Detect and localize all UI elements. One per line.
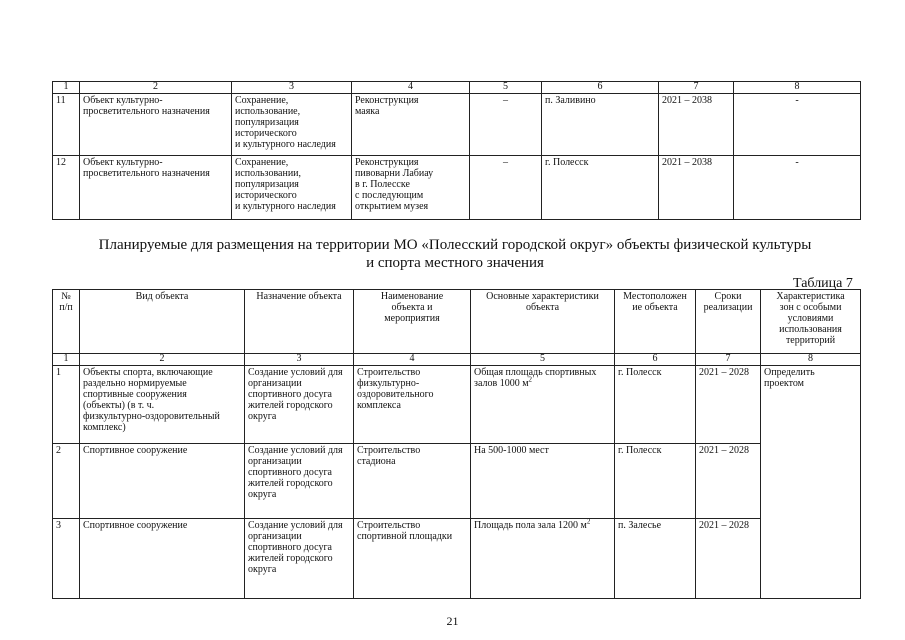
header-line: реализации: [703, 302, 753, 313]
text-line: исторического: [235, 190, 297, 201]
kind-cell: [80, 366, 245, 444]
text-line: физкультурно-оздоровительный: [83, 411, 220, 422]
zones-cell: -: [734, 94, 861, 156]
text-line: в г. Полесске: [355, 179, 410, 190]
kind-cell: [80, 444, 245, 519]
text-line: На 500-1000 мест: [474, 445, 549, 456]
text-line: жителей городского: [248, 478, 333, 489]
text-line: организации: [248, 531, 302, 542]
text-line: [474, 520, 611, 531]
table-cultural-objects: [52, 81, 861, 220]
name-cell: [354, 366, 471, 444]
section-heading: [60, 236, 850, 272]
text-line: округа: [248, 564, 277, 575]
location-cell: п. Заливино: [542, 94, 659, 156]
header-line: мероприятия: [384, 313, 440, 324]
column-number-row: [53, 354, 861, 366]
text-fragment: Площадь пола зала 1200 м: [474, 520, 587, 531]
table-row: [53, 94, 861, 156]
heading-line: и спорта местного значения: [366, 255, 544, 271]
text-line: физкультурно-: [357, 378, 420, 389]
text-line: Сохранение,: [235, 95, 289, 106]
text-line: оздоровительного: [357, 389, 434, 400]
colnum-cell: 1: [53, 354, 80, 366]
characteristics-cell: –: [470, 94, 542, 156]
row-number: 1: [53, 366, 80, 444]
text-line: Определить: [764, 367, 815, 378]
superscript: 2: [528, 375, 533, 384]
location-cell: г. Полесск: [542, 156, 659, 220]
table-row: [53, 444, 861, 519]
text-line: и культурного наследия: [235, 201, 336, 212]
row-number: 12: [53, 156, 80, 220]
header-line: Вид объекта: [135, 291, 189, 302]
text-line: маяка: [355, 106, 380, 117]
text-line: [474, 375, 611, 389]
table-row: [53, 519, 861, 599]
colnum-cell: 4: [354, 354, 471, 366]
text-line: просветительного назначения: [83, 168, 210, 179]
header-line: объекта и: [391, 302, 433, 313]
header-row: [53, 290, 861, 354]
text-line: Спортивное сооружение: [83, 520, 188, 531]
text-line: спортивной площадки: [357, 531, 453, 542]
text-line: жителей городского: [248, 400, 333, 411]
name-cell: [354, 444, 471, 519]
text-line: округа: [248, 411, 277, 422]
superscript: 2: [586, 518, 591, 526]
text-line: организации: [248, 378, 302, 389]
text-line: стадиона: [357, 456, 396, 467]
colnum-cell: 8: [734, 82, 861, 94]
term-cell: 2021 – 2028: [696, 444, 761, 519]
header-line: Основные характеристики: [486, 291, 599, 302]
measures-cell: [352, 156, 470, 220]
text-line: спортивные сооружения: [83, 389, 187, 400]
header-cell-kind: [80, 290, 245, 354]
heading-line: Планируемые для размещения на территории МО «Полесский городской округ» объекты физической культуры: [98, 237, 812, 253]
row-number: 3: [53, 519, 80, 599]
text-line: использовании,: [235, 168, 302, 179]
colnum-cell: 4: [352, 82, 470, 94]
name-cell: [354, 519, 471, 599]
header-line: Местоположен: [623, 291, 687, 302]
purpose-cell: [245, 366, 354, 444]
text-line: использование,: [235, 106, 301, 117]
text-line: и культурного наследия: [235, 139, 336, 150]
colnum-cell: 7: [696, 354, 761, 366]
text-line: Спортивное сооружение: [83, 445, 188, 456]
text-line: Объекты спорта, включающие: [83, 367, 213, 378]
header-line: условиями: [787, 313, 834, 324]
text-line: с последующим: [355, 190, 424, 201]
purpose-cell: [232, 94, 352, 156]
colnum-cell: 2: [80, 82, 232, 94]
header-cell-location: [615, 290, 696, 354]
measures-cell: [352, 94, 470, 156]
zones-cell: [761, 366, 861, 599]
text-line: Строительство: [357, 367, 421, 378]
row-number: 11: [53, 94, 80, 156]
page-number: 21: [446, 614, 459, 628]
text-line: Создание условий для: [248, 520, 343, 531]
text-line: Реконструкция: [355, 157, 419, 168]
text-line: Объект культурно-: [83, 95, 163, 106]
text-line: округа: [248, 489, 277, 500]
table-caption: Таблица 7: [793, 276, 853, 291]
term-cell: 2021 – 2028: [696, 519, 761, 599]
zones-cell: -: [734, 156, 861, 220]
location-cell: г. Полесск: [615, 444, 696, 519]
characteristics-cell: [471, 519, 615, 599]
colnum-cell: 7: [659, 82, 734, 94]
header-line: зон с особыми: [779, 302, 842, 313]
text-line: Создание условий для: [248, 445, 343, 456]
text-line: просветительного назначения: [83, 106, 210, 117]
characteristics-cell: [471, 444, 615, 519]
header-line: Наименование: [380, 291, 444, 302]
header-line: Назначение объекта: [256, 291, 342, 302]
colnum-cell: 3: [245, 354, 354, 366]
text-line: раздельно нормируемые: [83, 378, 187, 389]
header-cell-zones: [761, 290, 861, 354]
text-line: спортивного досуга: [248, 542, 332, 553]
header-line: №: [61, 291, 71, 302]
header-line: объекта: [525, 302, 560, 313]
location-cell: п. Залесье: [615, 519, 696, 599]
colnum-cell: 1: [53, 82, 80, 94]
object-type-cell: [80, 156, 232, 220]
colnum-cell: 8: [761, 354, 861, 366]
text-line: Строительство: [357, 520, 421, 531]
colnum-cell: 6: [615, 354, 696, 366]
header-cell-characteristics: [471, 290, 615, 354]
purpose-cell: [245, 519, 354, 599]
term-cell: 2021 – 2038: [659, 156, 734, 220]
header-cell-purpose: [245, 290, 354, 354]
header-line: территорий: [785, 335, 836, 346]
text-line: открытием музея: [355, 201, 429, 212]
colnum-cell: 6: [542, 82, 659, 94]
term-cell: 2021 – 2038: [659, 94, 734, 156]
text-line: проектом: [764, 378, 805, 389]
term-cell: 2021 – 2028: [696, 366, 761, 444]
table-row: [53, 366, 861, 444]
text-line: популяризация: [235, 179, 299, 190]
header-line: ие объекта: [632, 302, 678, 313]
text-line: Создание условий для: [248, 367, 343, 378]
colnum-cell: 5: [471, 354, 615, 366]
header-cell-term: [696, 290, 761, 354]
text-line: Объект культурно-: [83, 157, 163, 168]
text-line: Реконструкция: [355, 95, 419, 106]
text-line: исторического: [235, 128, 297, 139]
row-number: 2: [53, 444, 80, 519]
header-line: Характеристика: [776, 291, 845, 302]
header-cell-name: [354, 290, 471, 354]
header-cell-number: [53, 290, 80, 354]
table-row: [53, 156, 861, 220]
text-line: жителей городского: [248, 553, 333, 564]
text-line: пивоварни Лабиау: [355, 168, 434, 179]
text-line: спортивного досуга: [248, 389, 332, 400]
colnum-cell: 3: [232, 82, 352, 94]
location-cell: г. Полесск: [615, 366, 696, 444]
object-type-cell: [80, 94, 232, 156]
header-line: Сроки: [714, 291, 742, 302]
text-line: Сохранение,: [235, 157, 289, 168]
column-number-row: [53, 82, 861, 94]
text-line: спортивного досуга: [248, 467, 332, 478]
characteristics-cell: [471, 366, 615, 444]
text-line: комплекса: [357, 400, 401, 411]
text-line: Общая площадь спортивных: [474, 367, 597, 378]
purpose-cell: [245, 444, 354, 519]
characteristics-cell: –: [470, 156, 542, 220]
colnum-cell: 5: [470, 82, 542, 94]
colnum-cell: 2: [80, 354, 245, 366]
text-fragment: залов 1000 м: [474, 378, 529, 389]
kind-cell: [80, 519, 245, 599]
text-line: комплекс): [83, 422, 126, 433]
text-line: Строительство: [357, 445, 421, 456]
table-sports-objects: [52, 289, 861, 599]
header-line: п/п: [59, 302, 73, 313]
header-line: использования: [779, 324, 842, 335]
text-line: популяризация: [235, 117, 299, 128]
text-line: организации: [248, 456, 302, 467]
text-line: (объекты) (в т. ч.: [83, 400, 155, 411]
purpose-cell: [232, 156, 352, 220]
